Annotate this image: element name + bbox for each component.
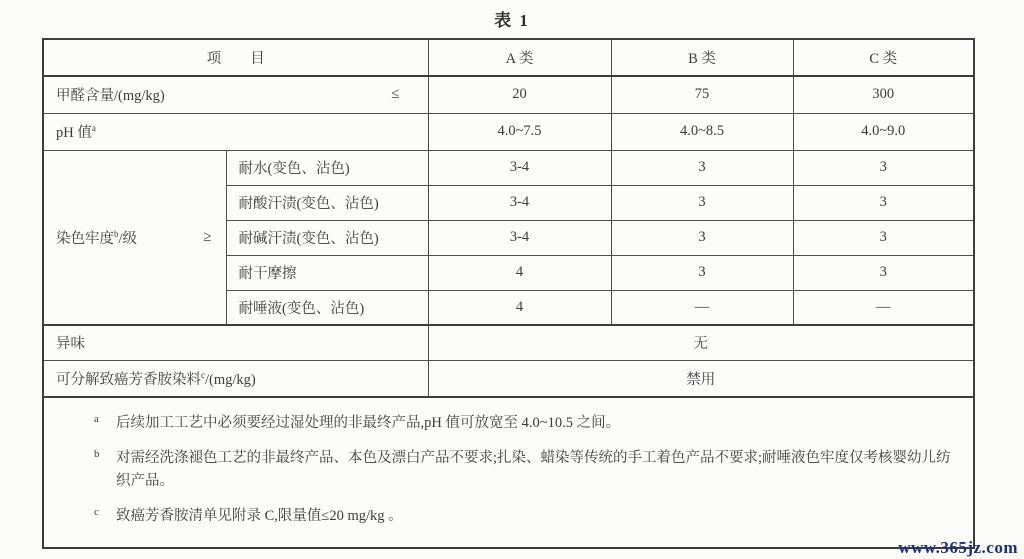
fastness-saliva-c: —	[793, 290, 974, 325]
formaldehyde-value-b: 75	[611, 76, 793, 113]
formaldehyde-value-a: 20	[428, 76, 611, 113]
fastness-saliva-a: 4	[428, 290, 611, 325]
footnote-b-text: 对需经洗涤褪色工艺的非最终产品、本色及漂白产品不要求;扎染、蜡染等传统的手工着色产品不要求;耐唾液色牢度仅考核婴幼儿纺织产品。	[116, 450, 951, 489]
ph-footnote-marker: a	[91, 123, 96, 134]
standard-requirements-table	[42, 38, 975, 549]
fastness-dry-b: 3	[611, 255, 793, 290]
less-equal-operator: ≤	[391, 86, 400, 103]
fastness-water-a: 3-4	[428, 150, 611, 185]
amine-label-cell	[43, 360, 428, 397]
fastness-alkali-c: 3	[793, 220, 974, 255]
footnotes-cell	[43, 397, 974, 548]
odor-row	[43, 325, 974, 360]
header-row	[43, 39, 974, 76]
fastness-group-label: 染色牢度$^b$/级	[56, 228, 138, 247]
fastness-alkali-b: 3	[611, 220, 793, 255]
ph-value-c: 4.0~9.0	[793, 113, 974, 150]
ph-row	[43, 113, 974, 150]
column-header-class-a: A 类	[428, 39, 611, 76]
ph-label-cell	[43, 113, 428, 150]
formaldehyde-label-cell	[43, 76, 428, 113]
amine-label-suffix: /(mg/kg)	[205, 371, 256, 388]
footnote-a-text: 后续加工工艺中必须要经过湿处理的非最终产品,pH 值可放宽至 4.0~10.5 之间。	[116, 415, 621, 431]
formaldehyde-label: 甲醛含量/(mg/kg)	[56, 88, 165, 105]
ph-value-a: 4.0~7.5	[428, 113, 611, 150]
fastness-water-label: 耐水(变色、沾色)	[226, 150, 428, 185]
watermark-url: www.365jz.com	[898, 538, 1018, 557]
table-title: 表 1	[494, 11, 530, 30]
formaldehyde-row	[43, 76, 974, 113]
fastness-alkali-a: 3-4	[428, 220, 611, 255]
footnote-b	[88, 447, 959, 492]
fastness-acid-b: 3	[611, 185, 793, 220]
odor-value: 无	[428, 325, 974, 360]
ph-value-b: 4.0~8.5	[611, 113, 793, 150]
column-header-class-b: B 类	[611, 39, 793, 76]
fastness-dry-label: 耐干摩擦	[226, 255, 428, 290]
fastness-dry-a: 4	[428, 255, 611, 290]
fastness-alkali-label: 耐碱汗渍(变色、沾色)	[226, 220, 428, 255]
footnote-c-marker: c	[94, 506, 99, 519]
fastness-water-b: 3	[611, 150, 793, 185]
fastness-footnote-marker: b	[114, 228, 119, 239]
footnote-b-marker: b	[94, 448, 100, 461]
fastness-water-c: 3	[793, 150, 974, 185]
formaldehyde-value-c: 300	[793, 76, 974, 113]
footnote-a-marker: a	[94, 413, 99, 425]
fastness-row-water	[43, 150, 974, 185]
fastness-group-label-cell	[43, 150, 226, 325]
greater-equal-operator: ≥	[203, 228, 212, 245]
fastness-acid-a: 3-4	[428, 185, 611, 220]
fastness-acid-c: 3	[793, 185, 974, 220]
aromatic-amine-row	[43, 360, 974, 397]
fastness-acid-label: 耐酸汗渍(变色、沾色)	[226, 185, 428, 220]
ph-label: pH 值	[56, 125, 92, 141]
amine-footnote-marker: c	[201, 369, 205, 380]
column-header-item: 项 目	[43, 39, 428, 76]
footnote-c-text: 致癌芳香胺清单见附录 C,限量值≤20 mg/kg 。	[116, 508, 403, 525]
odor-label: 异味	[43, 325, 428, 360]
footnote-a	[88, 412, 959, 434]
amine-label: 可分解致癌芳香胺染料	[56, 371, 201, 388]
fastness-saliva-b: —	[611, 290, 793, 325]
amine-value: 禁用	[428, 360, 974, 397]
fastness-saliva-label: 耐唾液(变色、沾色)	[226, 290, 428, 325]
footnote-c	[88, 505, 959, 527]
column-header-class-c: C 类	[793, 39, 974, 76]
footnotes-row	[43, 397, 974, 548]
fastness-dry-c: 3	[793, 255, 974, 290]
